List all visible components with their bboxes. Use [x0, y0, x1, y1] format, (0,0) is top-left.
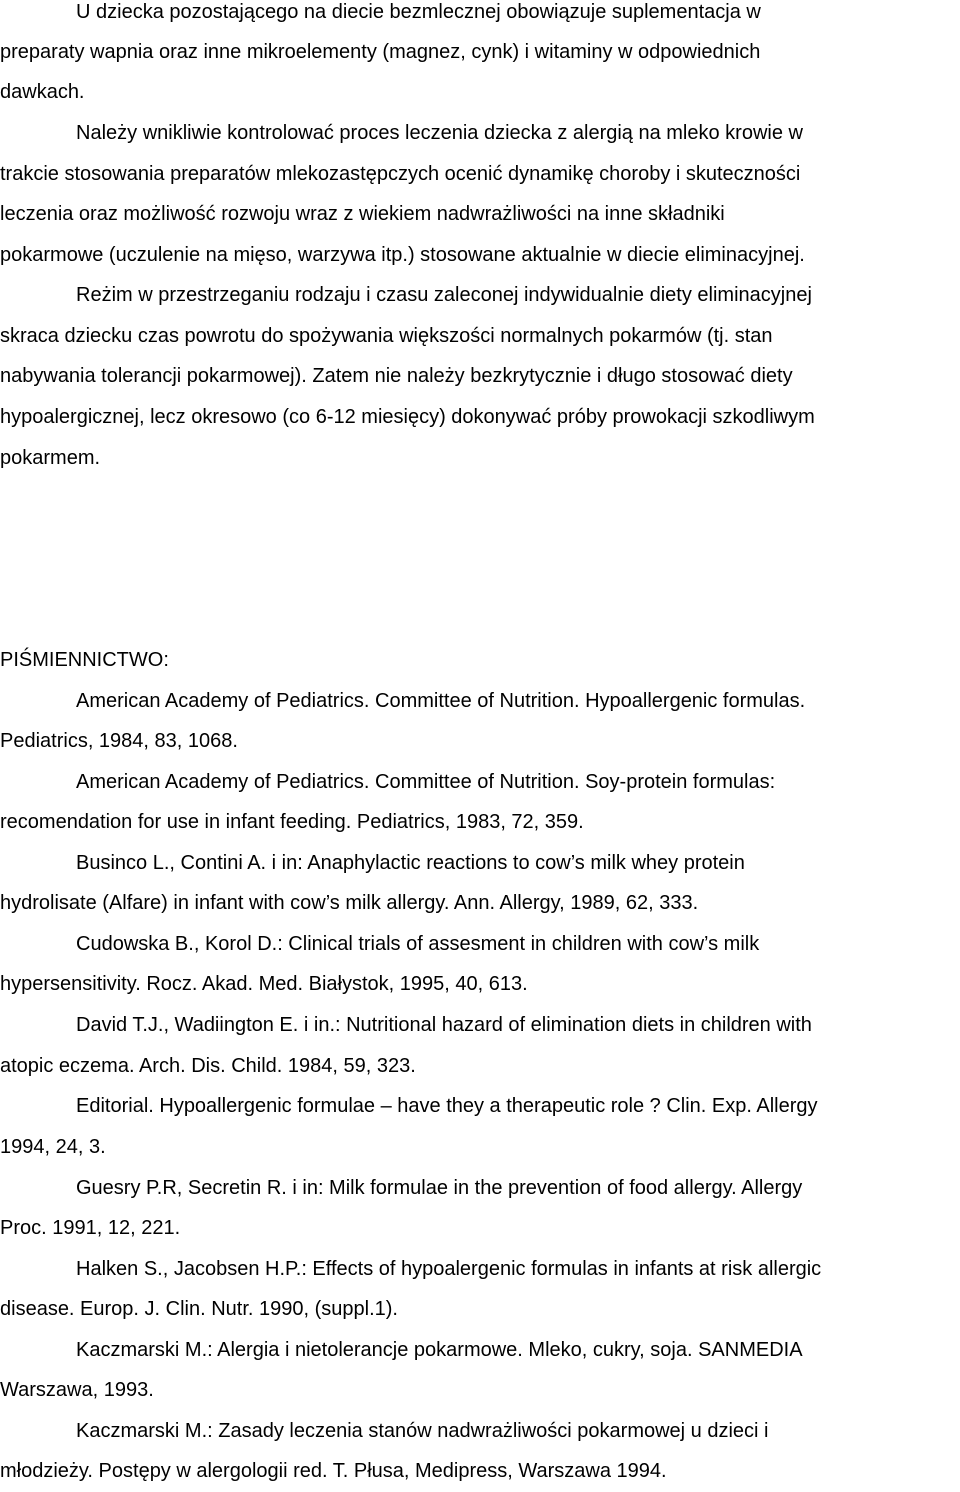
reference-line: American Academy of Pediatrics. Committee of Nutrition. Hypoallergenic formulas.: [76, 690, 806, 712]
reference-line: Warszawa, 1993.: [0, 1379, 154, 1401]
reference-line: Pediatrics, 1984, 83, 1068.: [0, 730, 238, 752]
body-text-line: Należy wnikliwie kontrolować proces leczenia dziecka z alergią na mleko krowie w: [76, 122, 803, 144]
body-text-line: dawkach.: [0, 81, 85, 103]
body-text-line: trakcie stosowania preparatów mlekozastępczych ocenić dynamikę choroby i skuteczności: [0, 163, 801, 185]
reference-line: hypersensitivity. Rocz. Akad. Med. Białystok, 1995, 40, 613.: [0, 973, 528, 995]
body-text-line: Reżim w przestrzeganiu rodzaju i czasu zaleconej indywidualnie diety eliminacyjnej: [76, 284, 812, 306]
body-text-line: pokarmowe (uczulenie na mięso, warzywa itp.) stosowane aktualnie w diecie eliminacyjnej.: [0, 244, 805, 266]
reference-line: Halken S., Jacobsen H.P.: Effects of hypoalergenic formulas in infants at risk allergic: [76, 1258, 822, 1280]
body-text-line: nabywania tolerancji pokarmowej). Zatem nie należy bezkrytycznie i długo stosować diety: [0, 365, 793, 387]
reference-line: młodzieży. Postępy w alergologii red. T. Płusa, Medipress, Warszawa 1994.: [0, 1460, 667, 1482]
references-heading: PIŚMIENNICTWO:: [0, 649, 169, 671]
body-text-line: skraca dziecku czas powrotu do spożywania większości normalnych pokarmów (tj. stan: [0, 325, 773, 347]
reference-line: 1994, 24, 3.: [0, 1136, 106, 1158]
body-text-line: preparaty wapnia oraz inne mikroelementy (magnez, cynk) i witaminy w odpowiednich: [0, 41, 761, 63]
reference-line: Proc. 1991, 12, 221.: [0, 1217, 181, 1239]
reference-line: David T.J., Wadiington E. i in.: Nutritional hazard of elimination diets in children with: [76, 1014, 812, 1036]
body-text-line: leczenia oraz możliwość rozwoju wraz z wiekiem nadwrażliwości na inne składniki: [0, 203, 725, 225]
body-text-line: pokarmem.: [0, 447, 101, 469]
reference-line: Kaczmarski M.: Zasady leczenia stanów nadwrażliwości pokarmowej u dzieci i: [76, 1420, 769, 1442]
reference-line: recomendation for use in infant feeding. Pediatrics, 1983, 72, 359.: [0, 811, 584, 833]
body-text-line: U dziecka pozostającego na diecie bezmlecznej obowiązuje suplementacja w: [76, 1, 761, 23]
reference-line: atopic eczema. Arch. Dis. Child. 1984, 59, 323.: [0, 1055, 416, 1077]
reference-line: Kaczmarski M.: Alergia i nietolerancje pokarmowe. Mleko, cukry, soja. SANMEDIA: [76, 1339, 803, 1361]
reference-line: disease. Europ. J. Clin. Nutr. 1990, (suppl.1).: [0, 1298, 398, 1320]
body-text-line: hypoalergicznej, lecz okresowo (co 6-12 miesięcy) dokonywać próby prowokacji szkodliwym: [0, 406, 815, 428]
reference-line: hydrolisate (Alfare) in infant with cow’s milk allergy. Ann. Allergy, 1989, 62, 333.: [0, 892, 699, 914]
reference-line: Cudowska B., Korol D.: Clinical trials of assesment in children with cow’s milk: [76, 933, 760, 955]
reference-line: Editorial. Hypoallergenic formulae – have they a therapeutic role ? Clin. Exp. Allergy: [76, 1095, 818, 1117]
reference-line: Guesry P.R, Secretin R. i in: Milk formulae in the prevention of food allergy. Allergy: [76, 1177, 803, 1199]
reference-line: American Academy of Pediatrics. Committee of Nutrition. Soy-protein formulas:: [76, 771, 776, 793]
reference-line: Businco L., Contini A. i in: Anaphylactic reactions to cow’s milk whey protein: [76, 852, 745, 874]
